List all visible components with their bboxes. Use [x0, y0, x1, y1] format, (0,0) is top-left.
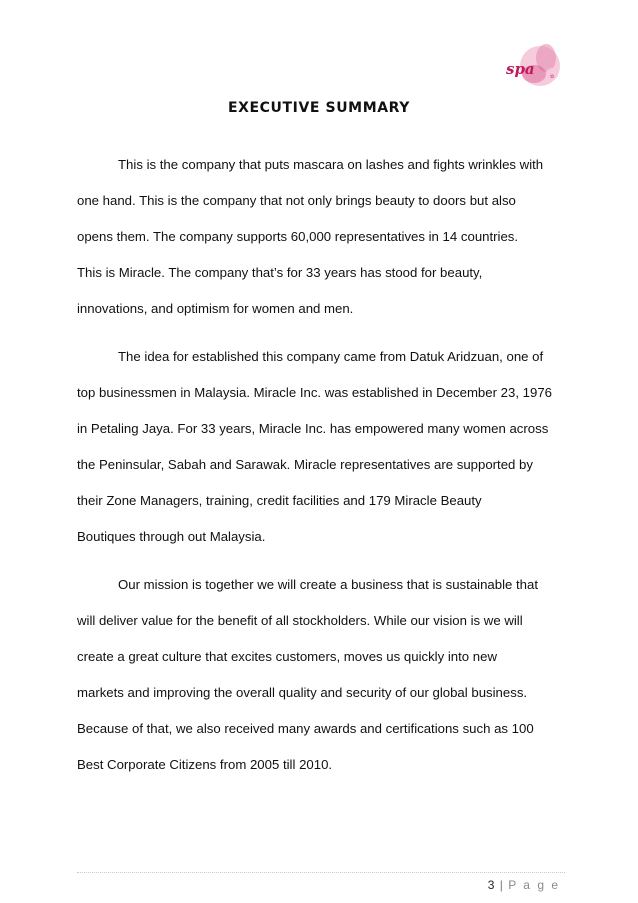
company-logo — [500, 40, 566, 94]
text-line: This is Miracle. The company that’s for 33 years has stood for beauty, — [77, 265, 483, 280]
document-body — [77, 147, 565, 795]
page-footer — [0, 878, 560, 892]
paragraph-2 — [77, 339, 565, 555]
text-line: Best Corporate Citizens from 2005 till 2010. — [77, 757, 333, 772]
text-line: This is the company that puts mascara on lashes and fights wrinkles with — [118, 157, 544, 172]
text-line: innovations, and optimism for women and men. — [77, 301, 354, 316]
text-line: markets and improving the overall quality and security of our global business. — [77, 685, 528, 700]
footer-divider — [77, 872, 565, 873]
text-line: will deliver value for the benefit of all stockholders. While our vision is we will — [77, 613, 523, 628]
page-title: EXECUTIVE SUMMARY — [227, 100, 411, 116]
text-line: opens them. The company supports 60,000 representatives in 14 countries. — [77, 229, 519, 244]
text-line: one hand. This is the company that not only brings beauty to doors but also — [77, 193, 516, 208]
paragraph-3 — [77, 567, 565, 783]
text-line: Boutiques through out Malaysia. — [77, 529, 266, 544]
footer-separator: | — [499, 878, 503, 892]
svg-text:✿: ✿ — [550, 74, 555, 80]
spa-logo-icon — [500, 40, 566, 94]
text-line: top businessmen in Malaysia. Miracle Inc. was established in December 23, 1976 — [77, 385, 552, 400]
text-line: The idea for established this company came from Datuk Aridzuan, one of — [118, 349, 544, 364]
text-line: their Zone Managers, training, credit facilities and 179 Miracle Beauty — [77, 493, 482, 508]
paragraph-1 — [77, 147, 565, 327]
page-label: P a g e — [508, 878, 560, 892]
text-line: Our mission is together we will create a business that is sustainable that — [118, 577, 539, 592]
text-line: create a great culture that excites customers, moves us quickly into new — [77, 649, 497, 664]
text-line: in Petaling Jaya. For 33 years, Miracle Inc. has empowered many women across — [77, 421, 549, 436]
text-line: Because of that, we also received many awards and certifications such as 100 — [77, 721, 534, 736]
page-number: 3 — [487, 878, 495, 892]
logo-text: spa — [506, 60, 535, 78]
text-line: the Peninsular, Sabah and Sarawak. Miracle representatives are supported by — [77, 457, 533, 472]
